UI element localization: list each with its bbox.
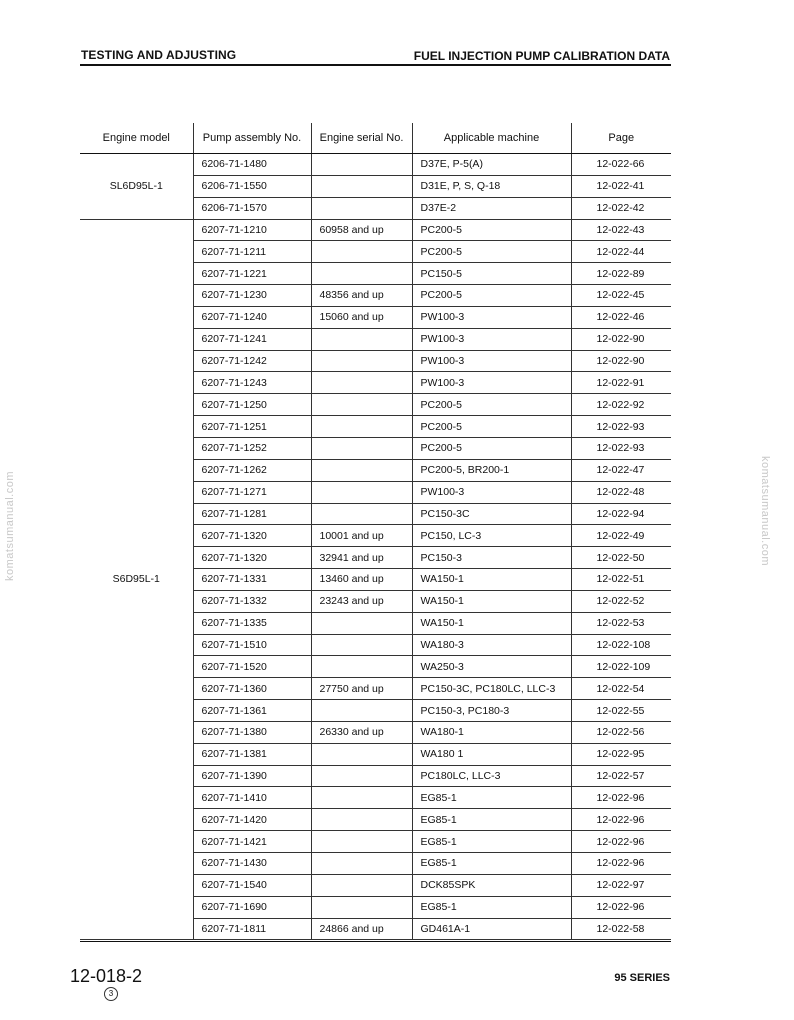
pump-assembly-cell: 6206-71-1550 <box>193 175 311 197</box>
pump-assembly-cell: 6207-71-1243 <box>193 372 311 394</box>
page-cell: 12-022-96 <box>571 896 671 918</box>
engine-model-cell: SL6D95L-1 <box>80 154 193 220</box>
page-cell: 12-022-56 <box>571 721 671 743</box>
page-number: 12-018-2 <box>70 966 143 986</box>
applicable-machine-cell: PC200-5 <box>412 241 571 263</box>
applicable-machine-cell: PC180LC, LLC-3 <box>412 765 571 787</box>
pump-assembly-cell: 6207-71-1335 <box>193 612 311 634</box>
page-cell: 12-022-57 <box>571 765 671 787</box>
pump-assembly-cell: 6207-71-1242 <box>193 350 311 372</box>
engine-serial-cell: 60958 and up <box>311 219 412 241</box>
pump-assembly-cell: 6207-71-1262 <box>193 459 311 481</box>
applicable-machine-cell: PC150-3 <box>412 547 571 569</box>
pump-assembly-cell: 6207-71-1211 <box>193 241 311 263</box>
pump-assembly-cell: 6207-71-1320 <box>193 525 311 547</box>
page-cell: 12-022-108 <box>571 634 671 656</box>
column-header: Pump assembly No. <box>193 123 311 154</box>
pump-assembly-cell: 6207-71-1390 <box>193 765 311 787</box>
applicable-machine-cell: D37E, P-5(A) <box>412 154 571 176</box>
column-header: Engine serial No. <box>311 123 412 154</box>
page-cell: 12-022-51 <box>571 569 671 591</box>
pump-assembly-cell: 6207-71-1421 <box>193 831 311 853</box>
pump-assembly-cell: 6207-71-1241 <box>193 328 311 350</box>
engine-serial-cell <box>311 437 412 459</box>
applicable-machine-cell: PC150-3, PC180-3 <box>412 700 571 722</box>
applicable-machine-cell: PC200-5 <box>412 416 571 438</box>
pump-assembly-cell: 6207-71-1240 <box>193 306 311 328</box>
page-cell: 12-022-93 <box>571 437 671 459</box>
page-cell: 12-022-43 <box>571 219 671 241</box>
column-header: Engine model <box>80 123 193 154</box>
engine-serial-cell <box>311 394 412 416</box>
page-cell: 12-022-66 <box>571 154 671 176</box>
pump-assembly-cell: 6207-71-1380 <box>193 721 311 743</box>
pump-assembly-cell: 6207-71-1520 <box>193 656 311 678</box>
pump-assembly-cell: 6206-71-1570 <box>193 197 311 219</box>
pump-assembly-cell: 6207-71-1210 <box>193 219 311 241</box>
engine-serial-cell <box>311 503 412 525</box>
engine-serial-cell <box>311 874 412 896</box>
engine-serial-cell: 32941 and up <box>311 547 412 569</box>
table-row <box>80 154 671 176</box>
page-cell: 12-022-96 <box>571 853 671 875</box>
page-cell: 12-022-93 <box>571 416 671 438</box>
engine-serial-cell <box>311 634 412 656</box>
page-cell: 12-022-90 <box>571 328 671 350</box>
engine-serial-cell <box>311 263 412 285</box>
page-cell: 12-022-90 <box>571 350 671 372</box>
table-body <box>80 154 671 940</box>
engine-serial-cell <box>311 154 412 176</box>
page-cell: 12-022-96 <box>571 831 671 853</box>
applicable-machine-cell: PC150, LC-3 <box>412 525 571 547</box>
series-label: 95 SERIES <box>614 972 670 984</box>
applicable-machine-cell: WA180-3 <box>412 634 571 656</box>
page-cell: 12-022-97 <box>571 874 671 896</box>
applicable-machine-cell: PW100-3 <box>412 481 571 503</box>
page-cell: 12-022-96 <box>571 787 671 809</box>
applicable-machine-cell: PC200-5, BR200-1 <box>412 459 571 481</box>
pump-assembly-cell: 6207-71-1430 <box>193 853 311 875</box>
calibration-table <box>80 123 671 940</box>
pump-assembly-cell: 6207-71-1332 <box>193 590 311 612</box>
applicable-machine-cell: PC150-3C, PC180LC, LLC-3 <box>412 678 571 700</box>
engine-serial-cell: 13460 and up <box>311 569 412 591</box>
engine-serial-cell: 48356 and up <box>311 285 412 307</box>
header-rule <box>80 64 671 66</box>
engine-serial-cell <box>311 765 412 787</box>
page-cell: 12-022-55 <box>571 700 671 722</box>
engine-serial-cell <box>311 459 412 481</box>
pump-assembly-cell: 6207-71-1281 <box>193 503 311 525</box>
table-end-rule <box>80 941 671 942</box>
page-cell: 12-022-44 <box>571 241 671 263</box>
page-cell: 12-022-48 <box>571 481 671 503</box>
applicable-machine-cell: PC200-5 <box>412 394 571 416</box>
applicable-machine-cell: PW100-3 <box>412 372 571 394</box>
page-cell: 12-022-109 <box>571 656 671 678</box>
page-cell: 12-022-58 <box>571 918 671 940</box>
engine-serial-cell <box>311 416 412 438</box>
engine-serial-cell <box>311 831 412 853</box>
applicable-machine-cell: PW100-3 <box>412 328 571 350</box>
applicable-machine-cell: EG85-1 <box>412 853 571 875</box>
table-row <box>80 219 671 241</box>
page-cell: 12-022-96 <box>571 809 671 831</box>
engine-serial-cell <box>311 241 412 263</box>
engine-model-cell: S6D95L-1 <box>80 219 193 940</box>
applicable-machine-cell: D37E-2 <box>412 197 571 219</box>
applicable-machine-cell: WA150-1 <box>412 569 571 591</box>
pump-assembly-cell: 6207-71-1381 <box>193 743 311 765</box>
engine-serial-cell <box>311 372 412 394</box>
engine-serial-cell <box>311 197 412 219</box>
watermark-right: komatsumanual.com <box>759 456 771 566</box>
applicable-machine-cell: D31E, P, S, Q-18 <box>412 175 571 197</box>
watermark-left: komatsumanual.com <box>4 471 16 581</box>
applicable-machine-cell: PW100-3 <box>412 350 571 372</box>
engine-serial-cell <box>311 350 412 372</box>
page-cell: 12-022-94 <box>571 503 671 525</box>
page-cell: 12-022-49 <box>571 525 671 547</box>
engine-serial-cell <box>311 328 412 350</box>
applicable-machine-cell: DCK85SPK <box>412 874 571 896</box>
engine-serial-cell <box>311 743 412 765</box>
pump-assembly-cell: 6207-71-1410 <box>193 787 311 809</box>
engine-serial-cell: 24866 and up <box>311 918 412 940</box>
page-cell: 12-022-91 <box>571 372 671 394</box>
page-cell: 12-022-47 <box>571 459 671 481</box>
pump-assembly-cell: 6207-71-1320 <box>193 547 311 569</box>
page-cell: 12-022-42 <box>571 197 671 219</box>
engine-serial-cell <box>311 700 412 722</box>
pump-assembly-cell: 6207-71-1420 <box>193 809 311 831</box>
engine-serial-cell: 15060 and up <box>311 306 412 328</box>
page-cell: 12-022-53 <box>571 612 671 634</box>
engine-serial-cell <box>311 612 412 634</box>
pump-assembly-cell: 6206-71-1480 <box>193 154 311 176</box>
pump-assembly-cell: 6207-71-1811 <box>193 918 311 940</box>
revision-mark: 3 <box>104 987 118 1001</box>
document-title: FUEL INJECTION PUMP CALIBRATION DATA <box>413 49 670 63</box>
pump-assembly-cell: 6207-71-1331 <box>193 569 311 591</box>
page-cell: 12-022-45 <box>571 285 671 307</box>
page-cell: 12-022-92 <box>571 394 671 416</box>
page-cell: 12-022-52 <box>571 590 671 612</box>
engine-serial-cell <box>311 809 412 831</box>
applicable-machine-cell: PW100-3 <box>412 306 571 328</box>
pump-assembly-cell: 6207-71-1361 <box>193 700 311 722</box>
page-cell: 12-022-54 <box>571 678 671 700</box>
pump-assembly-cell: 6207-71-1690 <box>193 896 311 918</box>
applicable-machine-cell: EG85-1 <box>412 831 571 853</box>
pump-assembly-cell: 6207-71-1540 <box>193 874 311 896</box>
engine-serial-cell <box>311 787 412 809</box>
column-header: Page <box>571 123 671 154</box>
applicable-machine-cell: WA250-3 <box>412 656 571 678</box>
engine-serial-cell <box>311 853 412 875</box>
applicable-machine-cell: PC200-5 <box>412 219 571 241</box>
table-header-row <box>80 123 671 154</box>
page-cell: 12-022-41 <box>571 175 671 197</box>
applicable-machine-cell: GD461A-1 <box>412 918 571 940</box>
pump-assembly-cell: 6207-71-1360 <box>193 678 311 700</box>
pump-assembly-cell: 6207-71-1271 <box>193 481 311 503</box>
engine-serial-cell: 10001 and up <box>311 525 412 547</box>
applicable-machine-cell: WA180 1 <box>412 743 571 765</box>
pump-assembly-cell: 6207-71-1251 <box>193 416 311 438</box>
applicable-machine-cell: EG85-1 <box>412 896 571 918</box>
section-title: TESTING AND ADJUSTING <box>81 48 237 62</box>
applicable-machine-cell: PC200-5 <box>412 285 571 307</box>
column-header: Applicable machine <box>412 123 571 154</box>
applicable-machine-cell: PC150-3C <box>412 503 571 525</box>
engine-serial-cell <box>311 896 412 918</box>
engine-serial-cell: 27750 and up <box>311 678 412 700</box>
applicable-machine-cell: WA150-1 <box>412 612 571 634</box>
applicable-machine-cell: EG85-1 <box>412 787 571 809</box>
engine-serial-cell: 23243 and up <box>311 590 412 612</box>
page-cell: 12-022-46 <box>571 306 671 328</box>
engine-serial-cell <box>311 656 412 678</box>
pump-assembly-cell: 6207-71-1250 <box>193 394 311 416</box>
engine-serial-cell <box>311 481 412 503</box>
page-cell: 12-022-89 <box>571 263 671 285</box>
pump-assembly-cell: 6207-71-1221 <box>193 263 311 285</box>
engine-serial-cell: 26330 and up <box>311 721 412 743</box>
applicable-machine-cell: WA180-1 <box>412 721 571 743</box>
pump-assembly-cell: 6207-71-1252 <box>193 437 311 459</box>
applicable-machine-cell: PC150-5 <box>412 263 571 285</box>
applicable-machine-cell: WA150-1 <box>412 590 571 612</box>
engine-serial-cell <box>311 175 412 197</box>
page-cell: 12-022-50 <box>571 547 671 569</box>
pump-assembly-cell: 6207-71-1230 <box>193 285 311 307</box>
pump-assembly-cell: 6207-71-1510 <box>193 634 311 656</box>
page-cell: 12-022-95 <box>571 743 671 765</box>
applicable-machine-cell: PC200-5 <box>412 437 571 459</box>
applicable-machine-cell: EG85-1 <box>412 809 571 831</box>
